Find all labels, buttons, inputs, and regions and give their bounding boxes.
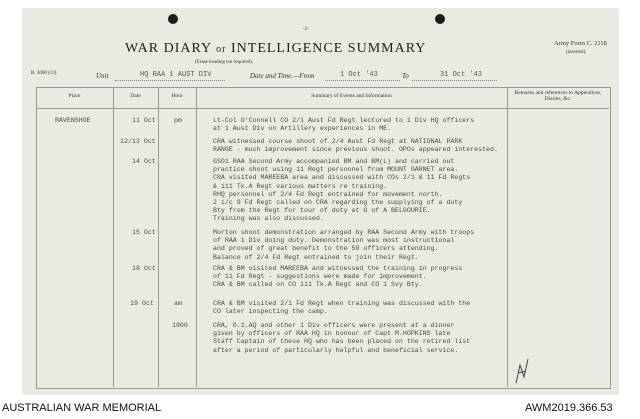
row-date: 14 Oct (132, 158, 156, 165)
column-header-date: Date (130, 93, 141, 99)
erase-note: (Erase heading not required). (195, 60, 254, 65)
handwritten-signature (512, 355, 532, 385)
form-code: B. 3000 (13) (31, 71, 57, 76)
to-value: 31 Oct '43 (440, 71, 483, 79)
to-label: To (402, 72, 409, 80)
title-intelligence-summary: INTELLIGENCE SUMMARY (231, 41, 427, 56)
row-date: 18 Oct (132, 265, 156, 272)
col-divider-place (113, 87, 114, 387)
row-date: 11 Oct (132, 117, 156, 124)
inserted-note: (inserted). (566, 50, 587, 55)
col-divider-hour (196, 87, 197, 387)
col-divider-summary (507, 87, 508, 387)
footer-institution: AUSTRALIAN WAR MEMORIAL (2, 402, 162, 414)
row-entry: Morton shoot demonstration arranged by RAA Second Army with troops of RAA 1 Div doing duty. Demonstration was most instructional and proved of great benefit to the 50 officers attending. Balance of 2/4 Fd Regt entrained to join their Regt. (213, 229, 475, 261)
header-divider (36, 108, 609, 109)
row-date: 19 Oct (130, 300, 154, 307)
unit-label: Unit (96, 72, 109, 80)
row-place: RAVENSHOE (55, 117, 91, 124)
row-entry: CRA & BM visited MAREEBA and witnessed the training in progress of 11 Fd Regt - suggestions were made for improvement. CRA & BM called on CO 111 Tk.A Regt and CO 1 Svy Bty. (213, 265, 463, 289)
date-time-label: Date and Time.—From (250, 72, 315, 80)
army-form-number: Army Form C. 2118 (554, 40, 607, 47)
title-war-diary: WAR DIARY (125, 41, 212, 56)
row-hour: 1800 (172, 322, 188, 329)
footer-accession-number: AWM2019.366.53 (525, 402, 613, 414)
column-header-hour: Hour (171, 93, 183, 99)
diary-title (125, 41, 426, 57)
row-entry: GSO1 RAA Second Army accompanied BM and BM(L) and carried out practice shoot using 11 Regt personnel from MOUNT GARNET area. CRA visited MAREEBA area and discussed with COs 2/1 & 11 Fd Regts & 111 Tk.A Regt various matters re training. RHQ personnel of 2/4 Fd Regt entrained for movement north. 2 i/c 9 Fd Regt called on CRA regarding the supplying of a duty Bty from the Regt for tour of duty at G of A BELGOURIE. Training was also discussed. (213, 158, 471, 223)
row-hour: pm (174, 117, 182, 124)
column-header-place: Place (68, 93, 81, 99)
from-value: 1 Oct '43 (340, 71, 378, 79)
punch-hole-left (168, 14, 178, 24)
title-or: or (216, 44, 227, 55)
row-entry: Lt-Col O'Connell CO 2/1 Aust Fd Regt lectured to 1 Div HQ officers at 1 Aust Div on Artillery experiences in ME. (213, 117, 475, 133)
to-underline (412, 80, 497, 81)
punch-hole-right (435, 14, 445, 24)
unit-underline (115, 80, 225, 81)
page-marker: -2- (303, 27, 309, 32)
column-header-remarks: Remarks and references to Appendices, Diaries, &c. (514, 90, 602, 102)
row-hour: am (174, 300, 182, 307)
row-entry: CRA witnessed course shoot of 2/4 Aust Fd Regt at NATIONAL PARK RANGE - much improvement since previous shoot. OPOs appeared interested. (213, 138, 498, 154)
row-entry: CRA, G.1.AQ and other 1 Div officers were present at a dinner given by officers of RAA HQ in honour of Capt M.HOPKINS late Staff Captain of these HQ who has been placed on the retired list after a period of particularly helpful and beneficial service. (213, 322, 471, 354)
row-date: 15 Oct (132, 229, 156, 236)
row-entry: CRA & BM visited 2/1 Fd Regt when training was discussed with the CO later inspecting the camp. (213, 300, 471, 316)
from-underline (325, 80, 400, 81)
row-date: 12/13 Oct (120, 138, 156, 145)
column-header-summary: Summary of Events and Information (311, 93, 392, 99)
col-divider-date (158, 87, 159, 387)
unit-value: HQ RAA 1 AUST DIV (140, 71, 212, 79)
